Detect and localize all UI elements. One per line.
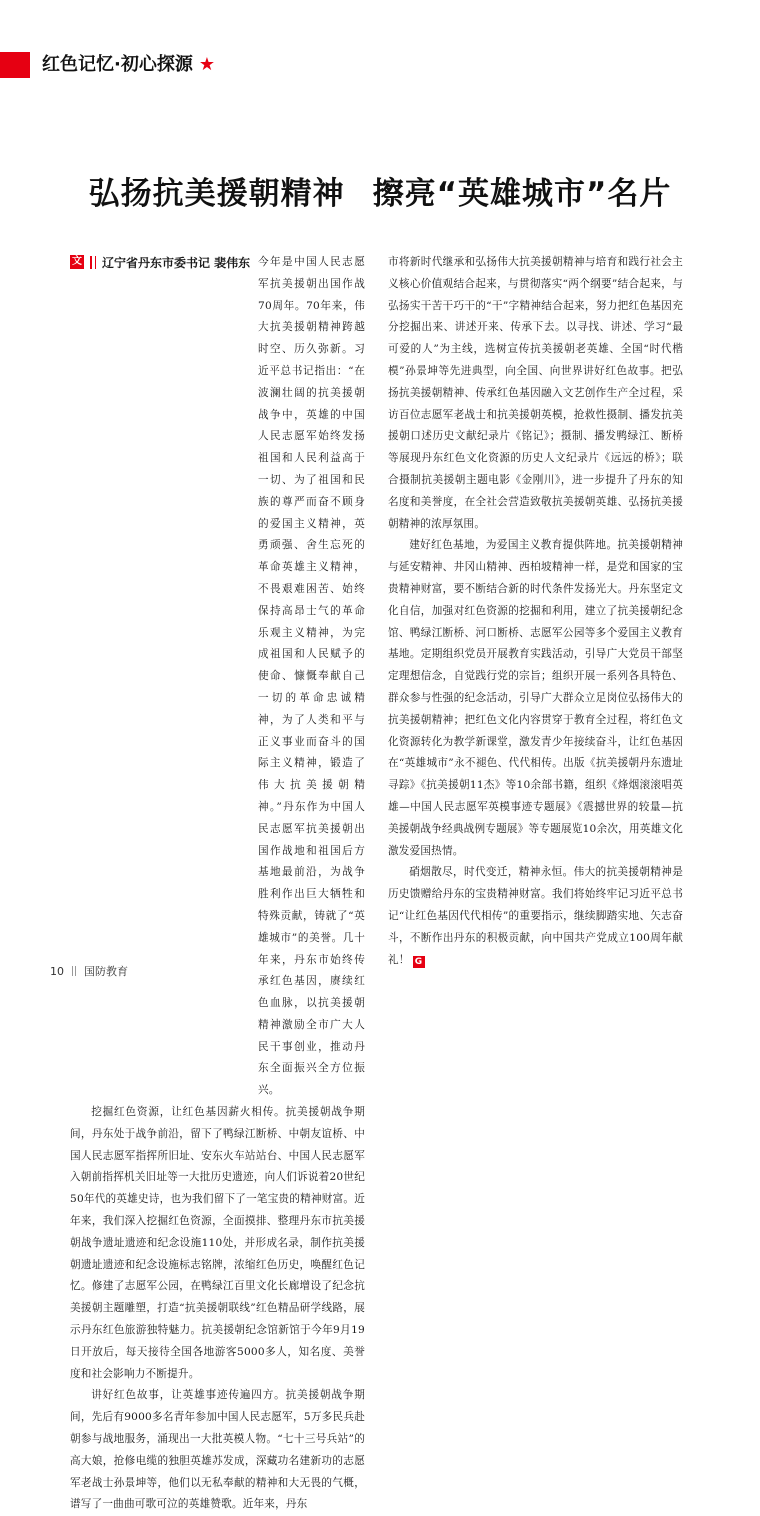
- paragraph: 建好红色基地，为爱国主义教育提供阵地。抗美援朝精神与延安精神、井冈山精神、西柏坡精神一样，是党和国家的宝贵精神财富，要不断结合新的时代条件发扬光大。丹东坚定文化自信，加强对红色资源的挖掘和利用，建立了抗美援朝纪念馆、鸭绿江断桥、河口断桥、志愿军公园等多个爱国主义教育基地。定期组织党员开展教育实践活动，引导广大党员干部坚定理想信念，自觉践行党的宗旨；组织开展一系列各具特色、群众参与性强的纪念活动，引导广大群众立足岗位弘扬伟大的抗美援朝精神；把红色文化内容贯穿于教育全过程，将红色文化资源转化为教学新课堂，激发青少年接续奋斗，让红色基因在“英雄城市”永不褪色、代代相传。出版《抗美援朝丹东遗址寻踪》《抗美援朝11杰》等10余部书籍，组织《烽烟滚滚唱英雄—中国人民志愿军英模事迹专题展》《震撼世界的较量—抗美援朝战争经典战例专题展》等专题展览10余次，用英雄文化激发爱国热情。: [388, 539, 683, 857]
- section-header: [42, 52, 215, 78]
- paragraph: 挖掘红色资源，让红色基因薪火相传。抗美援朝战争期间，丹东处于战争前沿，留下了鸭绿江断桥、中朝友谊桥、中国人民志愿军指挥所旧址、安东火车站站台、中国人民志愿军入朝前指挥机关旧址等一大批历史遗迹，向人们诉说着20世纪50年代的英雄史诗，也为我们留下了一笔宝贵的精神财富。近年来，我们深入挖掘红色资源，全面摸排、整理丹东市抗美援朝战争遗址遗迹和纪念设施110处，并形成名录，制作抗美援朝遗址遗迹和纪念设施标志铭牌，浓缩红色历史，唤醒红色记忆。修建了志愿军公园，在鸭绿江百里文化长廊增设了纪念抗美援朝主题雕塑，打造“抗美援朝联线”红色精品研学线路，展示丹东红色旅游独特魅力。抗美援朝纪念馆新馆于今年9月19日开放后，每天接待全国各地游客5000多人，知名度、美誉度和社会影响力不断提升。: [70, 1106, 365, 1380]
- paragraph: 讲好红色故事，让英雄事迹传遍四方。抗美援朝战争期间，先后有9000多名青年参加中国人民志愿军，5万多民兵赴朝参与战地服务，涌现出一大批英模人物。“七十三号兵站”的高大娘，抢修电缆的独胆英雄苏发成，深藏功名建新功的志愿军老战士孙景坤等，他们以无私奉献的精神和大无畏的气概，谱写了一曲曲可歌可泣的英雄赞歌。近年来，丹东: [70, 1389, 365, 1511]
- footer-divider: [72, 966, 73, 976]
- byline-author: 辽宁省丹东市委书记 裴伟东: [102, 255, 251, 270]
- end-mark-icon: G: [413, 956, 425, 968]
- star-icon: ★: [198, 54, 215, 75]
- paragraph-final: [388, 862, 683, 971]
- paragraph: 市将新时代继承和弘扬伟大抗美援朝精神与培育和践行社会主义核心价值观结合起来，与贯彻落实“两个纲要”结合起来，与弘扬实干苦干巧干的“干”字精神结合起来，努力把红色基因充分挖掘出来、讲述开来、传承下去。以寻找、讲述、学习“最可爱的人”为主线，选树宣传抗美援朝老英雄、全国“时代楷模”孙景坤等先进典型，向全国、向世界讲好红色故事。把弘扬抗美援朝精神、传承红色基因融入文艺创作生产全过程，采访百位志愿军老战士和抗美援朝英模，抢救性摄制、播发抗美援朝口述历史文献纪录片《铭记》；摄制、播发鸭绿江、断桥等展现丹东红色文化资源的历史人文纪录片《远远的桥》；联合摄制抗美援朝主题电影《金刚川》，进一步提升了丹东的知名度和美誉度，在全社会营造致敬抗美援朝英雄、弘扬抗美援朝精神的浓厚氛围。: [388, 256, 683, 530]
- article-title-part2: 擦亮“英雄城市”名片: [372, 176, 672, 212]
- page-number: 10: [50, 964, 64, 978]
- section-accent-bar: [0, 52, 30, 78]
- article-title-part1: 弘扬抗美援朝精神: [88, 176, 345, 212]
- magazine-name: 国防教育: [84, 965, 128, 978]
- paragraph-final-text: 硝烟散尽，时代变迁，精神永恒。伟大的抗美援朝精神是历史馈赠给丹东的宝贵精神财富。我们将始终牢记习近平总书记“让红色基因代代相传”的重要指示，继续脚踏实地、矢志奋斗，不断作出丹东的积极贡献，向中国共产党成立100周年献礼！: [388, 866, 683, 966]
- footer-divider-thin: [75, 966, 76, 976]
- right-column: [388, 252, 683, 971]
- section-title: 红色记忆·初心探源: [42, 54, 193, 75]
- page-footer: [50, 964, 128, 978]
- left-column: [70, 252, 365, 1516]
- paragraph: 今年是中国人民志愿军抗美援朝出国作战70周年。70年来，伟大抗美援朝精神跨越时空、历久弥新。习近平总书记指出：“在波澜壮阔的抗美援朝战争中，英雄的中国人民志愿军始终发扬祖国和人民利益高于一切、为了祖国和民族的尊严而奋不顾身的爱国主义精神，英勇顽强、舍生忘死的革命英雄主义精神，不畏艰难困苦、始终保持高昂士气的革命乐观主义精神，为完成祖国和人民赋予的使命、慷慨奉献自己一切的革命忠诚精神，为了人类和平与正义事业而奋斗的国际主义精神，锻造了伟大抗美援朝精神。”丹东作为中国人民志愿军抗美援朝出国作战地和祖国后方基地最前沿，为战争胜利作出巨大牺牲和特殊贡献，铸就了“英雄城市”的美誉。几十年来，丹东市始终传承红色基因，赓续红色血脉，以抗美援朝精神激励全市广大人民干事创业，推动丹东全面振兴全方位振兴。: [258, 256, 365, 1097]
- byline-mark: 文: [72, 256, 82, 267]
- article-title: [0, 168, 760, 213]
